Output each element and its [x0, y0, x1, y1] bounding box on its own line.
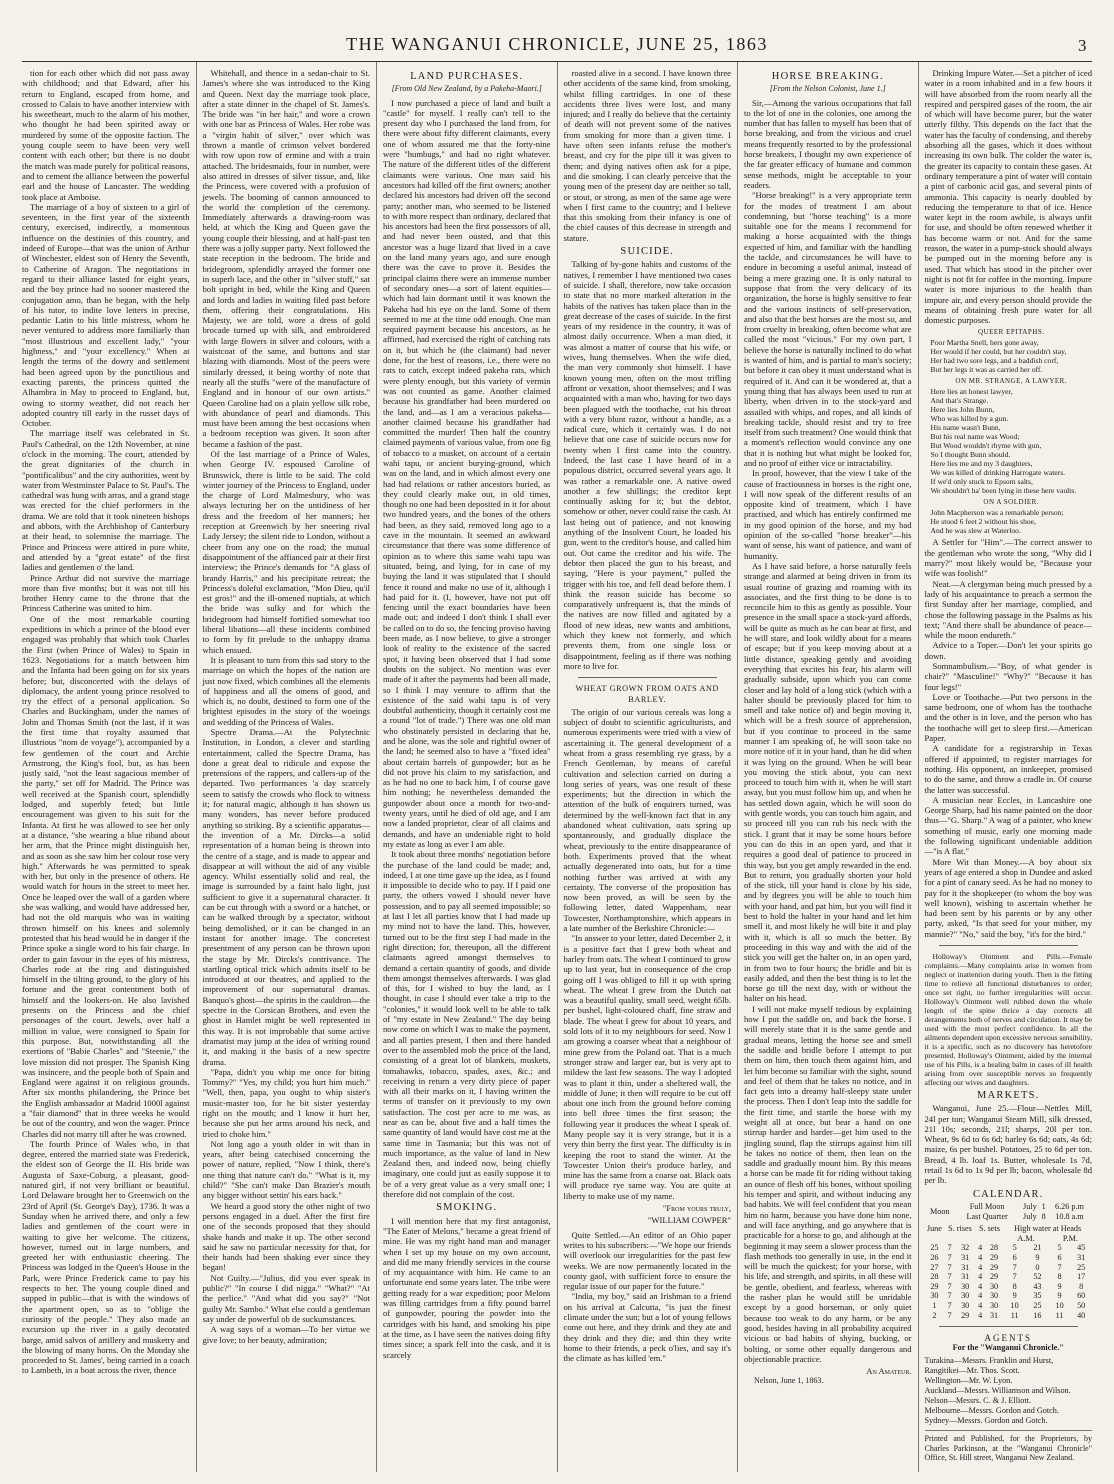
- article-paragraph: Spectre Drama.—At the Polytechnic Institution, in London, a clever and startling entertainment, called the Spectre Drama, has done a great deal to ridicule and expose the pretensions of the rappers, and callers-up of the departed. Two performances 'a day scarcely seem to satisfy the crowds who flock to witness it; for natural magic, although it has shown us many wonders, has never before produced anything so striking. By a scientific apparatus—the invention of a Mr. Dircks—a solid representation of a human being is thrown into the centre of a stage, and is made to appear and disappear at will without the aid of any visible agency. Whilst essentially solid and real, the image is surrounded by a faint halo light, just sufficient to give it a supernatural character. It can be cut through with a sword or a hatchet, or can be walked through by a spectator, without being demolished, or it can be changed in an instant for another image. The concretest presentment of any person can be thrown upon the stage by Mr. Dircks's contrivance. The startling optical trick which admits itself to be introduced at our theatres, and applied to the improvement of our supernatural dramas. Banquo's ghost—the spirits in the cauldron—the spectre in the Corsican Brothers, and even the ghost in Hamlet might be well represented in this way. It is not improbable that some active dramatist may jump at the idea of writing round it, and making it the basis of a new spectre drama.: [202, 727, 370, 1067]
- smoking-heading: SMOKING.: [436, 1202, 498, 1214]
- divider: [939, 1326, 1079, 1327]
- paragraph-item: "India, my boy," said an Irishman to a friend on his arrival at Calcutta, "is just the finest climate under the sun; but a lot of young fellows come out here, and they drink and they ate and they drink and they die; and thin they write home to their friends, a peck o'lies, and say it's the climate as has killed 'em.": [563, 1291, 731, 1364]
- tide-cell: 7: [947, 1252, 952, 1262]
- tide-cell: 27: [930, 1262, 939, 1272]
- column-2: [196, 62, 377, 1472]
- columns: [22, 62, 1092, 1472]
- tide-cell: 4: [978, 1300, 983, 1310]
- tide-cell: 7: [1057, 1262, 1062, 1272]
- divider: [939, 945, 1079, 946]
- tide-cell: 10: [1010, 1300, 1019, 1310]
- tide-cell: 40: [1077, 1310, 1086, 1320]
- agents-heading: AGENTS: [984, 1333, 1032, 1344]
- tide-cell: 4: [978, 1262, 983, 1272]
- tide-col-rises: S. rises: [948, 1224, 972, 1234]
- tide-cell: 11: [1010, 1310, 1019, 1320]
- paragraph-item: Love or Toothache.—Put two persons in the same bedroom, one of whom has the toothache and the other is in love, and the person who has the toothache will get to sleep first.—American Paper.: [924, 691, 1092, 744]
- tide-cell: 31: [961, 1252, 970, 1262]
- epitaph-line: If we'd only stuck to Epsom salts,: [930, 477, 1033, 487]
- moon-label: Moon: [929, 1206, 950, 1216]
- smoking-paragraph: roasted alive in a second. I have known three other accidents of the same kind, from smoking, whilst filling cartridges. In one of these accidents three lives were lost, and many injured; and I really do believe that the certainty of death will not prevent some of the natives from smoking for more than a given time. I have often seen infants refuse the mother's breast, and cry for the pipe till it was given to them; and dying natives often ask for a pipe, and die smoking. I can clearly perceive that the young men of the present day are neither so tall, or stout, or strong, as men of the same age were when I first came to the country; and I believe that this smoking from their infancy is one of the chief causes of this decrease in strength and stature.: [563, 68, 731, 243]
- agent-item: Melbourne—Messrs. Gordon and Gotch.: [924, 1406, 1059, 1416]
- tide-col-sets: S. sets: [978, 1224, 1000, 1234]
- tide-cell: 16: [1033, 1310, 1042, 1320]
- tide-cell: 7: [947, 1262, 952, 1272]
- agent-item: Auckland—Messrs. Williamson and Wilson.: [924, 1386, 1071, 1396]
- tide-cell: 31: [961, 1272, 970, 1282]
- tide-cell: 5: [1012, 1243, 1017, 1253]
- masthead-title: THE WANGANUI CHRONICLE, JUNE 25, 1863: [346, 34, 768, 54]
- last-quarter-day: 8: [1041, 1211, 1046, 1221]
- epitaph-line: But Wood wouldn't rhyme with gun,: [930, 441, 1042, 451]
- tide-cell: 0: [1035, 1262, 1040, 1272]
- moon-table: [925, 1202, 1093, 1221]
- tide-cell: 30: [989, 1291, 999, 1301]
- tide-row: [925, 1282, 1093, 1292]
- epitaph-line: But her legs it was as carried her off.: [930, 365, 1043, 375]
- tide-cell: 4: [978, 1252, 983, 1262]
- tide-cell: 60: [1077, 1291, 1086, 1301]
- article-paragraph: The marriage of a boy of sixteen to a girl of seventeen, in the first year of the sixteenth century, exercised, indirectly, a momentous influence on the destinies of this country, and indeed of Europe—that was the union of Arthur of Winchester, eldest son of Henry the Seventh, to Catherine of Aragon. The negotiations in regard to their alliance lasted for eight years, and the boy prince had no sooner mastered the conjugation amo, than he began, with the help of his tutor, to indite love letters in precise, pedantic Latin to his little mistress, whom he never ventured to address more familiarly than "most illustrious and excellent lady," "your highness," and "your excellency." When at length the terms of the dowry and settlement had been agreed upon by the punctilious and exacting parents, the princess quitted the Alhambra in May to proceed to England, but, owing to stormy weather, did not reach her adopted country till early in the russet days of October.: [22, 201, 190, 429]
- tide-cell: 6: [1012, 1252, 1017, 1262]
- epitaph-line: Her would if her could, but her couldn't stay,: [930, 347, 1067, 357]
- tide-cell: 9: [1057, 1291, 1062, 1301]
- tide-cell: 8: [1012, 1281, 1017, 1291]
- tide-cell: 7: [947, 1272, 952, 1282]
- tide-cell: 30: [961, 1291, 970, 1301]
- epitaphs-title: QUEER EPITAPHS.: [978, 328, 1045, 337]
- epitaph-line: Here lies an honest lawyer,: [930, 387, 1013, 397]
- article-paragraph: We heard a good story the other night of two persons engaged in a duel. After the first fire one of the seconds proposed that they should shake hands and make it up. The other second said he saw no particular necessity for that, for their hands had been shaking ever since they began!: [202, 1200, 370, 1273]
- epitaph-line: Her had two sore legs, and a baddish corf,: [930, 356, 1059, 366]
- horse-breaking-source: [From the Nelson Colonist, June 1.]: [769, 84, 886, 94]
- imprint: Printed and Published, for the Proprietors, by Charles Parkinson, at the "Wanganui Chronicle" Office, St. Hill street, Wanganui New Zealand.: [925, 1430, 1093, 1463]
- paragraph-item: Somnambulism.—"Boy, of what gender is chair?" "Masculine!" "Why?" "Because it has four legs!": [924, 660, 1092, 692]
- agent-item: Nelson—Messrs. C. & J. Elliott.: [924, 1396, 1031, 1406]
- tide-cell: 7: [1012, 1272, 1017, 1282]
- tide-cell: 32: [961, 1243, 970, 1253]
- tide-cell: 7: [947, 1291, 952, 1301]
- tide-cell: 28: [930, 1272, 939, 1282]
- tide-row: [925, 1263, 1093, 1273]
- tide-cell: 31: [1077, 1252, 1086, 1262]
- tide-cell: 1: [932, 1300, 937, 1310]
- markets-text: Wanganui, June 25.—Flour—Nettles Mill, 24l per ton; Wanganui Steam Mill, silk dressed, 21l 10s; seconds, 21l; sharps, 20l per ton. Wheat, 9s 6d to 6s 6d; barley 6s 6d; oats, 4s 6d; maize, 6s per bushel. Potatoes, 25 to 6d per ton. Bread, 4 lb. loaf 1s. Butter, wholesale 1s 7d, retail 1s 6d to 1s 9d per lb; bacon, wholesale 8d per lb.: [924, 1103, 1092, 1186]
- article-paragraph: Not Guilty.—"Julius, did you ever speak in public?" "In course I did nigga." "What?" "At the perlice." "And what did you say?" "Not guilty Mr. Sambo." What else could a gentleman say under de powerful ob de suckumstances.: [202, 1272, 370, 1324]
- tide-cell: 17: [1077, 1272, 1086, 1282]
- tide-cell: 31: [989, 1310, 999, 1320]
- article-paragraph: It is pleasant to turn from this sad story to the marriage on which the hopes of the nation are just now fixed, which combines all the elements of happiness and all the omens of good, and which is, no doubt, destined to form one of the brightest episodes in the story of the woeings and wedding of the Princess of Wales.: [202, 654, 370, 727]
- tide-cell: 7: [947, 1300, 952, 1310]
- paragraph-item: Advice to a Toper.—Don't let your spirits go down.: [924, 640, 1092, 661]
- tide-cell: 4: [978, 1272, 983, 1282]
- tide-row: [925, 1291, 1093, 1301]
- full-moon-day: 1: [1041, 1201, 1046, 1211]
- land-purchases-source: [From Old New Zealand, by a Pakeha-Maori.]: [391, 84, 542, 94]
- article-paragraph: Whitehall, and thence in a sedan-chair to St. James's where she was introduced to the King and Queen. Next day the marriage took place, after a state dinner in the chapel of St. James's. The bride was "in her hair," and wore a crown with one bar as Princess of Wales. Her robe was a "virgin habit of silver," over which was thrown a mantle of crimson velvet bordered with row upon row of ermine and with a train attached. The bridesmaids, four in number, were also attired in dresses of silver tissue, and, like the Princess, were covered with a profusion of jewels. The booming of cannon announced to the world the completion of the ceremony. Immediately afterwards a drawing-room was held, at which the King and Queen gave the young couple their blessing, and at half-past ten there was a jolly supper party. Next followed the state reception in the bedroom. The bride and bridegroom, splendidly arrayed the former one in superb lace, and the other in "silver stuff," sat bolt upright in bed, while the King and Queen and lords and ladies in waiting filed past before them, offering their congratulations. His Majesty, we are told, wore a dress of gold brocade turned up with silk, and embroidered with large flowers in silver and colours, with a waistcoat of the same, and buttons and star blazing with diamonds. Most of the peers were similarly dressed, it being worthy of note that nearly all the stuffs "were of the manufacture of England and in honour of our own artists." Queen Caroline had on a plain yellow silk robe, with abundance of pearl and diamonds. This must have been among the best occasions when a bedroom reception was given. It soon after became a fashion of the past.: [202, 68, 370, 449]
- tide-col-high-water: High water at Heads: [1014, 1224, 1082, 1234]
- article-paragraph: One of the most remarkable courting expeditions in which a prince of the blood ever engaged was probably that which took Charles the First (when Prince of Wales) to Spain in 1623. Negotiations for a match between him and the Infanta had been going on for six years before; but, disconcerted with the delays of diplomacy, the ardent young prince resolved to try the effect of a personal application. So Charles and Buckingham, under the names of John and Thomas Smith (not the last, if it was the first time that royalty assumed that illustrious "nom de voyage"), accompanied by a few gentlemen of the court and Archie Armstrong, the King's fool, but, as has been justly said, "not the least sagacious member of the party," set off for Madrid. The Prince was well received at the Spanish court, splendidly lodged, and superbly feted; but little encouragement was given to his suit for the Infanta. At first he was allowed to see her only at a distance, "she wearing a blue riband about her arm, that the Prince might distinguish her, and as soon as she saw him her colour rose very high." Afterwards he was permitted to speak with her, but only in the presence of others. He would watch for hours in the street to meet her. Once he leaped over the wall of a garden where she was walking, and would have addressed her, had not the old marquis who was in waiting thrown himself on his knees and solemnly protested that his head would be in danger if the Prince spoke a single word to his fair charge. In order to gain favour in the eyes of his mistress, Charles rode at the ring and distinguished himself in the tilting ground, to the glory of his fortune and the great contentment both of himself and the lookers-on. He also lavished presents on the Princess and the chief personages of the court. Jewels, over half a million in value, were consigned to Spain for this purpose. But, notwithstanding all the exertions of "Babie Charles" and "Steenie," the love mission did not prosper. The Spanish King was insincere, and the people both of Spain and England were against it on religious grounds. After six months philandering, the Prince bet the English ambassador at Madrid 1000l against a "fair diamond" that in three weeks he would be out of the country, and won the wager. Prince Charles did not marry till after he was crowned.: [22, 613, 190, 1139]
- tide-cell: 9: [1035, 1252, 1040, 1262]
- tide-cell: 25: [1077, 1262, 1086, 1272]
- masthead: [22, 0, 1092, 62]
- tide-cell: 11: [1055, 1310, 1064, 1320]
- paragraph-item: More Wit than Money.—A boy about six years of age entered a shop in Dundee and asked for a pint of canary seed. As he had no money to pay for it the shopkeeper (to whom the boy was well known), wishing to ascertain whether he had been sent by his parents or by any other party, asked, "Is that seed for your mither, my mannie?" "No," said the boy, "it's for the bird.": [924, 856, 1092, 939]
- column-1: [22, 62, 196, 1472]
- tide-cell: 26: [930, 1252, 939, 1262]
- tide-cell: 7: [947, 1310, 952, 1320]
- article-paragraph: The marriage itself was celebrated in St. Paul's Cathedral, on the 12th November, at nine o'clock in the morning. The court, attended by the great dignitaries of the church in "pontificalibus" and the city authorities, went by water from Westminster Palace to St. Paul's. The cathedral was hung with arras, and a grand stage was erected for the chief performers in the drama. We are told that it took nineteen bishops and abbots, with the Archbishop of Canterbury at their head, to solemnise the marriage. The Prince and Princess were attired in pure white, and attended by a "great estate" of the first ladies and gentlemen o' the land.: [22, 428, 190, 573]
- column-6: [918, 62, 1093, 1472]
- paragraph-item: A Settler for "Him".—The correct answer to the gentleman who wrote the song, "Why did I marry?" most likely would be, "Because your wife was foolish!": [924, 537, 1092, 579]
- tide-cell: 28: [989, 1243, 999, 1253]
- tide-cell: 7: [1012, 1262, 1017, 1272]
- last-quarter-time: 10.8 a.m: [1055, 1211, 1084, 1221]
- holloway-advert: Holloway's Ointment and Pills.—Female complaints.—Many complaints arise in women from neglect or inattention during youth. Then is the fitting time to relieve all functional disturbances to order; once set right, no further irregularities will occur. Holloway's Ointment well rubbed down the whole length of the spine thrice a day corrects all derangements both of nerves and circulation. It may be used with the most perfect confidence. In all the ailments dependent upon excessive nervous sensibility, it is a specific, such as no discovery has heretofore presented. Holloway's Ointment, aided by the internal use of his Pills, is a healing balm in cases of ill health arising from over susceptible nerves so frequently affecting our wives and daughters.: [924, 952, 1092, 1087]
- page-mark: 3: [1078, 36, 1088, 55]
- tide-cell: 29: [989, 1262, 999, 1272]
- tide-cell: 4: [978, 1281, 983, 1291]
- epitaph-line: He stood 6 feet 2 without his shoe,: [930, 517, 1036, 527]
- agent-item: Rangitikei—Mr. Thos. Scott.: [924, 1366, 1020, 1376]
- tide-row: [925, 1301, 1093, 1311]
- agents-box: [925, 1333, 1093, 1426]
- wheat-heading: WHEAT GROWN FROM OATS AND BARLEY.: [575, 684, 720, 704]
- tide-cell: 21: [1033, 1243, 1042, 1253]
- calendar-heading: CALENDAR.: [972, 1188, 1044, 1200]
- tide-cell: 29: [961, 1310, 970, 1320]
- article-paragraph: Not long ago a youth older in wit than in years, after being catechised concerning the power of nature, replied, "Now I think, there's one thing that nature can't do." "What is it, my child?" "She can't make Dan Brazier's mouth any bigger without settin' his ears back.": [202, 1138, 370, 1201]
- tide-cell: 5: [1057, 1243, 1062, 1253]
- tide-cell: 10: [1055, 1300, 1064, 1310]
- paragraph-item: A candidate for a registrarship in Texas offered if appointed, to register marriages for nothing. His opponent, an innkeeper, promised to do the same, and throw a cradle in. Of course the latter was successful.: [924, 743, 1092, 795]
- agent-item: Turakina—Messrs. Franklin and Hurst,: [924, 1356, 1054, 1366]
- epitaph-line: Here lies me and my 3 daughters,: [930, 459, 1033, 469]
- agent-item: Wellington—Mr. W. Lyon.: [924, 1376, 1013, 1386]
- tide-cell: 8: [1079, 1281, 1084, 1291]
- tide-cell: 7: [947, 1281, 952, 1291]
- tide-cell: 45: [1077, 1243, 1086, 1253]
- tide-cell: 9: [1012, 1291, 1017, 1301]
- tide-cell: 8: [1057, 1272, 1062, 1282]
- land-purchases-paragraph: It took about three months' negotiation before the purchase of the land could be made; and, indeed, I at one time gave up the idea, as I found it impossible to decide who to pay. If I paid one party, the others vowed I should never have possession, and to pay all seemed impossible; so at last I let all parties know that I had made up my mind not to have the land. This, however, turned out to be the first step I had made in the right direction; for, thereupon, all the different claimants agreed amongst themselves to demand a certain quantity of goods, and divide them amongst themselves afterwards. I was glad of this, for I wished to buy the land, as I thought, in case I should ever take a trip to the "colonies," it would look well to be able to talk of "my estate in New Zealand." The day being now come on which I was to make the payment, and all parties present, I then and there handed over to the assembled mob the price of the land, consisting of a great lot of blankets, muskets, tomahawks, tobacco, spades, axes, &c.; and receiving in return a very dirty piece of paper with all their marks on it, I having written the terms of transfer on it previously to my own satisfaction. The cost per acre to me was, as near as can be, about five and a half times the same quantity of land would have cost me at the same time in Tasmania; but this was not of much importance, as the value of land in New Zealand then, and indeed now, being chiefly imaginary, one could just as easily suppose it to be of a very great value as a very small one; I therefore did not complain of the cost.: [383, 849, 551, 1200]
- tide-cell: 30: [961, 1281, 970, 1291]
- horse-breaking-paragraph: "Horse breaking!" is a very appropriate term for the modes of treatment I am about condemning, but "horse teaching" is a more suitable one for the means I recommend for making a horse acquainted with the things expected of him, and familiar with the handling the tackle, and circumstances he will have to endure in becoming a useful animal, instead of being a mere grazing one. It is only natural to suppose that from the very delicacy of its organization, the horse is highly sensitive to fear and the various instincts of self-preservation, and also that the best horses are the most so, and from cruelty in breaking, often become what are called the most "vicious." For my own part, I believe the horse is naturally inclined to do what is wanted of him, and is partial to man's society; but before it can obey it must understand what is required of it. And can it be wondered at, that a young thing that has always been used to run at liberty, when driven in to the stock-yard and assailed with whips, and ropes, and all kinds of breaking tackle, should resist and try to free itself from such treatment? One would think that a moment's reflection would convince any one that it is nothing but what might be looked for, and no proof of either vice or intractability.: [744, 190, 912, 468]
- article-paragraph: "Papa, didn't you whip me once for biting Tommy?" "Yes, my child; you hurt him much." "Well, then, papa, you ought to whip sister's music-master too, for he bit sister yesterday right on the mouth; and I know it hurt her, because she put her arms around his neck, and tried to choke him.": [202, 1066, 370, 1139]
- epitaph-line: We shouldn't ha' been lying in these here vaults.: [930, 486, 1077, 496]
- horse-breaking-paragraph: I will not make myself tedious by explaining how I put the saddle on, and back the horse. I will merely state that it is the same gentle and gradual means, letting the horse see and smell the saddle and bridle before I attempt to put them on him, then touch them against him, and let him become so familiar with the sight, sound and feel of them that he takes no notice, and in fact gets into a dreamy half-sleepy state under the process. Then I don't leap into the saddle for the first time, and startle the horse with my weight all at once, but bear a hand on one stirrup harder and harder—get him used to the jingling sound, flap the stirrups against him till he takes no notice of them, then lean on the saddle and gradually mount him. By this means a horse can be made fit for riding without taking an ounce of flesh off his bones, without spoiling his temper and spirit, and without inducing any bad habits. We will feel confident that you mean him no harm, because you have done him none, and will face anything, and go anywhere that is practicable for a horse to go, and although at the beginning it may seem a slower process than the flash methods too generally in use, in the end it will be much the quickest; for your horse, with his life, and strength, and spirits, in all these will be gentle, obedient, and fearless, whereas with the rasher plan he would still be unridable except by a good horseman, or only quiet because too weak to do any harm, or be any good, besides having in all probability acquired vicious or bad habits of shying, bucking, or bolting, or some other equally dangerous and objectionable practice.: [744, 1003, 912, 1364]
- tide-cell: 4: [978, 1291, 983, 1301]
- epitaph-line: So I thought Bunn should.: [930, 450, 1011, 460]
- horse-breaking-signoff: An Amateur.: [866, 1366, 912, 1377]
- tide-cell: 6: [1057, 1252, 1062, 1262]
- epitaph-title: ON MR. STRANGE, A LAWYER.: [955, 377, 1068, 386]
- paragraph-item: Quite Settled.—An editor of an Ohio paper writes to his subscribers:—"We hope our friends will overlook our irregularities for the past few weeks. We are now permanently located in the county gaol, with sufficient force to ensure the regular issue of our paper for the future.": [563, 1229, 731, 1292]
- tide-col-pm: P.M.: [1062, 1233, 1078, 1243]
- horse-breaking-dateline: Nelson, June 1, 1863.: [754, 1376, 824, 1386]
- last-quarter-label: Last Quarter: [966, 1211, 1008, 1221]
- tide-col-june: June: [926, 1224, 942, 1234]
- epitaph-line: His name wasn't Bunn,: [930, 423, 1001, 433]
- letter-close: "From yours truly,: [662, 1203, 731, 1214]
- epitaph-line: Who was killed by a gun.: [930, 414, 1009, 424]
- epitaph-line: But his real name was Wood;: [930, 432, 1020, 442]
- horse-breaking-paragraph: Sir,—Among the various occupations that fall to the lot of one in the colonies, one among the number that has fallen to myself has been that of horse breaking, and from the vicious and cruel means frequently resorted to by the professional horse breakers, I thought my own experience of the far greater efficacy of humane and common sense methods, might be acceptable to your readers.: [744, 97, 912, 190]
- tide-cell: 29: [930, 1281, 939, 1291]
- horse-breaking-paragraph: As I have said before, a horse naturally feels strange and alarmed at being driven in from its usual routine of grazing and roaming with its associates, and the first thing to be done is to reconcile him to this as gently as possible. Your presence in the small space a stock-yard affords, will be quite as much as he can bear at first, and he will stare, and look wildly about for a means of escape; but if you keep moving about at a little distance, speaking gently and avoiding everything that excites his fear, his alarm will gradually subside, upon which you can come closer and lay hold of a long stick (which with a halter should be previously placed for him to smell and take notice of) and begin moving it, which will be a fresh source of apprehension, but if you continue to proceed in the same manner I am speaking of, he will soon take no more notice of it in your hand, than he did when it was lying on the ground. When he will bear you moving the stick about, you can next proceed to touch him with it, when he will start away, but you must follow him up, and when he has settled down again, which he will soon do with gentle words, you can touch him again, and so proceed till you can rub his neck with the stick. I grant that it may be some hours before you can do this in an open yard, and that it requires a good deal of patience to proceed in this way, but you get amply rewarded in the end. But to return, you gradually shorten your hold of the stick, till your hand is close by his side, and by degrees you will be able to touch him with your hand, and pat him, but you will find it best to hold the halter in your hand and let him smell it, and most likely he will bite it and play with it, which is all so much the better. By proceeding in this way and with the aid of the stick you will get the halter on, in an open yard, in from two to four hours; the bridle and bit is easily added, and then the best thing is to let the horse go till the next day, with or without the halter on his head.: [744, 560, 912, 1004]
- land-purchases-heading: LAND PURCHASES.: [410, 71, 524, 82]
- tide-cell: 31: [961, 1262, 970, 1272]
- epitaph-line: We was killed of drinking Harrogate waters.: [930, 468, 1066, 478]
- tide-row: [925, 1272, 1093, 1282]
- tide-cell: 29: [989, 1272, 999, 1282]
- tide-cell: 2: [932, 1310, 937, 1320]
- land-purchases-paragraph: I now purchased a piece of land and built a "castle" for myself. I really can't tell to the present day who I purchased the land from, for there were about fifty different claimants, every one of whom assured me that the forty-nine were "humbugs," and had no right whatever. The nature of the different titles of the different claimants were various. One man said his ancestors had killed off the first owners; another declared his ancestors had driven off the second party; another man, who seemed to be listened to with more respect than ordinary, declared that his ancestors had been the first possessors of all, and had never been ousted, and that this ancestor was a huge lizard that lived in a cave on the land many years ago, and sure enough there was the cave to prove it. Besides the principal claims there were an immense number of secondary ones—a sort of latent equities—which had lain dormant until it was known the Pakeha had his eye on the land. Some of them seemed to me at the time odd enough. One man required payment because his ancestors, as he affirmed, had exercised the right of catching rats on it, but which he (the claimant) had never done, for the best of reasons, i.e., there were no rats to catch, except indeed pakeha rats, which were plenty enough, but this variety of vermin was not counted as game. Another claimed because his grandfather had been murdered on the land, and—as I am a veracious pakeha—another claimed because his grandfather had committed the murder! Then half the country claimed payments of various value, from one fig of tobacco to a musket, on account of a certain wahi tapu, or ancient burying-ground, which was on the land, and in which almost every one had had relations or rather ancestors buried, as they could clearly make out, in old times, though no one had been deposited in it for about two hundred years, and the bones of the others had been, as they said, removed long ago to a cave in the mountain. It seemed an awkward circumstance that there was some difference of opinion as to where this same wahi tapu was situated, being, and lying, for in case of my buying the land it was stipulated that I should fence it round and make no use of it, although I had paid for it. (I, however, have not put off fencing until the exact boundaries have been made out; and indeed I don't think I shall ever be called on to do so, the fencing proviso having been made, as I now believe, to give a stronger look of reality to the existence of the sacred spot, it having been observed that I had some doubts on the subject. No mention was ever made of it after the payments had been all made, so I think I may venture to affirm that the existence of the said wahi tapu is of very doubtful authenticity, though it certainly cost me a round "lot of trade.") There was one old man who obstinately persisted in declaring that he, and he alone, was the sole and rightful owner of the land; he seemed also to have a "fixed idea" about certain barrels of gunpowder; but as he did not prove his claim to my satisfaction, and as he had no one to back him, I of course gave him nothing; he nevertheless demanded the gunpowder about once a month for two-and-twenty years, until he died of old age, and I am now a landed proprietor, clear of all claims and demands, and have an undeniable right to hold my estate as long as ever I am able.: [383, 97, 551, 849]
- tide-cell: 4: [978, 1310, 983, 1320]
- tide-cell: 25: [930, 1243, 939, 1253]
- article-paragraph: tion for each other which did not pass away with childhood; and that Edward, after his return to England, escaped from home, and crossed to Calais to have another interview with his sweetheart, much to the alarm of his mother, who thought he had been spirited away or murdered by some of the opposite faction. The young couple seem to have been very well content with each other; but there is no doubt the match was made purely for political reasons, and to cement the alliance between the powerful earl and the house of Lancaster. The wedding took place at Amboise.: [22, 68, 190, 202]
- tide-cell: 30: [989, 1281, 999, 1291]
- tide-cell: 50: [1077, 1300, 1086, 1310]
- tide-cell: 43: [1033, 1281, 1042, 1291]
- tide-cell: 30: [930, 1291, 939, 1301]
- full-moon-month: July: [1023, 1201, 1037, 1211]
- full-moon-label: Full Moon: [969, 1201, 1005, 1211]
- full-moon-time: 6.26 p.m: [1055, 1201, 1084, 1211]
- last-quarter-month: July: [1023, 1211, 1037, 1221]
- article-paragraph: Prince Arthur did not survive the marriage more than five months; but it was not till his brother Henry came to the throne that the Princess Catherine was united to him.: [22, 572, 190, 614]
- article-paragraph: Of the last marriage of a Prince of Wales, when George IV. espoused Caroline of Brunswick, there is little to be said. The cold winter journey of the Princess to England, under the charge of Lord Malmesbury, who was always lecturing her on the untidiness of her dress and the freedom of her manners; her reception at Greenwich by her sneering rival Lady Jersey; the silent ride to London, without a cheer from any one on the road; the mutual disappointment of the affianced pair at their first interview; the Prince's demands for "A glass of brandy Harris," and his precipitate retreat; the Princess's doleful exclamation, "Mon Dieu, qu'il est gros!" and the ill-omened nuptials, at which the bride was sulky and for which the bridegroom had himself fortified somewhat too liberal libations—all these incidents combined to form by fit prelude to the unhappy drama which ensued.: [202, 448, 370, 655]
- tide-table: [925, 1224, 1093, 1320]
- article-paragraph: The fourth Prince of Wales who, in that degree, entered the married state was Frederick, the eldest son of George the II. His bride was Augusta of Saxe-Coburg, a pleasant, good-natured girl, if not very brilliant or beautiful. Lord Delaware brought her to Greenwich on the 23rd of April (St. George's Day), 1736. It was a Sunday when he arrived there, and only a few ladies and gentlemen of the court were in waiting to give her welcome. The citizens, however, turned out in large numbers, and greeted her with enthusiastic cheering. The Princess was lodged in the Queen's House in the Park, were Prince Frederick came to pay his respects to her. The young couple dined and supped in public—that is with the windows of the apartment open, so as to "oblige the curiosity of the people." They also made an excursion up the river in a gaily decorated barge, amid salvos of artillery and musketry and the blowing of many horns. On the Monday she proceeded to St. James', being carried in a coach to Lambeth, in a boat across the river, thence: [22, 1138, 190, 1376]
- epitaph-line: And he was slew at Waterloo.: [930, 526, 1021, 536]
- column-3: [376, 62, 557, 1472]
- epitaph-line: Here lies John Bunn,: [930, 405, 995, 415]
- tide-row: [925, 1253, 1093, 1263]
- tide-cell: 35: [1033, 1291, 1042, 1301]
- suicide-heading: SUICIDE.: [620, 246, 675, 258]
- horse-breaking-heading: HORSE BREAKING.: [771, 71, 884, 82]
- tide-col-am: A.M.: [1017, 1233, 1035, 1243]
- agent-item: Sydney—Messrs. Gordon and Gotch.: [924, 1416, 1048, 1426]
- column-5: [737, 62, 918, 1472]
- agents-subheading: For the "Wanganui Chronicle.": [952, 1343, 1064, 1353]
- tide-cell: 29: [989, 1252, 999, 1262]
- epitaph-line: Poor Martha Snell, hers gone away,: [930, 338, 1039, 348]
- article-paragraph: A wag says of a woman—To her virtue we give love; to her beauty, admiration;: [202, 1324, 370, 1345]
- epitaphs: [931, 328, 1093, 535]
- suicide-paragraph: Talking of by-gone habits and customs of the natives, I remember I have mentioned two cases of suicide. I shall, therefore, now take occasion to state that no more marked alteration in the habits of the natives has taken place than in the great decrease of the cases of suicide. In the first years of my residence in the country, it was of almost daily occurrence. When a man died, it was almost a matter of course that his wife, or wives, hung themselves. When the wife died, the man very commonly shot himself. I have known young men, often on the most trifling affront or vexation, shoot themselves; and I was acquainted with a man who, having for two days been plagued with the toothache, cut his throat with a very blunt razor, without a handle, as a radical cure, which it certainly was. I do not believe that one case of suicide occurs now for twenty when I first came into the country. Indeed, the last case I have heard of in a populous district, occurred several years ago. It was rather a remarkable one. A native owed another a few shillings; the creditor kept continually asking for it; but the debtor, somehow or other, never could raise the cash. At last being out of patience, and not knowing anything of the Insolvent Court, he loaded his gun, went to the creditor's house, and called him out. Out came the creditor and his wife. The debtor then placed the gun to his breast, and saying, "Here is your payment," pulled the trigger with his toe, and fell dead before them. I think the reason suicide has become so comparatively unfrequent is, that the minds of the natives are now filled and agitated by a flood of new ideas, new wants and ambitions, which they knew not formerly, and which prevents them, from one single loss or disappointment, feeling as if there was nothing more to live for.: [563, 259, 731, 671]
- epitaph-title: ON A SOLDIER.: [983, 498, 1040, 507]
- paragraph-item: A musician near Eccles, in Lancashire one George Sharp, had his name painted on the door thus—"G. Sharp." A wag of a painter, who knew something of music, early one morning made the following significant undeniable addition—"is A flat.": [924, 794, 1092, 857]
- divider: [578, 677, 718, 678]
- tide-row: [925, 1311, 1093, 1321]
- epitaph-line: And that's Strange.: [930, 396, 989, 406]
- tide-cell: 7: [947, 1243, 952, 1253]
- paragraph-item: Neat.—A clergyman being much pressed by a lady of his acquaintance to preach a sermon the first Sunday after her marriage, complied, and chose the following passage in the Psalms as his text; "And there shall be abundance of peace—while the moon endureth.": [924, 578, 1092, 641]
- smoking-paragraph: I will mention here that my first antagonist, "The Eater of Melons," became a great friend of mine. He was my right hand man and manager when I set up my house on my own account, and did me many friendly services in the course of my acquaintance with him. He came to an unfortunate end some years later. The tribe were getting ready for a war expedition; poor Melons was filling cartridges from a fifty pound barrel of gunpowder, pouring the powder into the cartridges with his hand, and smoking his pipe at the time, as I have seen the natives doing fifty times since; a spark fell into the cask, and it is scarcely: [383, 1215, 551, 1360]
- epitaph-line: John Macpherson was a remarkable person;: [930, 508, 1064, 518]
- column-4: [557, 62, 738, 1472]
- tide-cell: 30: [961, 1300, 970, 1310]
- tide-cell: 9: [1057, 1281, 1062, 1291]
- tide-row: [925, 1243, 1093, 1253]
- tide-cell: 25: [1033, 1300, 1042, 1310]
- wheat-paragraph: "In answer to your letter, dated December 2, it is a positive fact that I grew both wheat and barley from oats. The wheat I continued to grow up to last year, but in consequence of the crop going off I was obliged to fill it up with spring wheat. The wheat I grew from the Dutch oat was a beautiful quality, small seed, weight 65lb. per bushel, light-coloured chaff, fine straw and blade. The wheat I grew for about 10 years, and sold lots of it to my neighbours for seed. Now I am growing a coarser wheat that a neighbour of mine grew from the Poland oat. That is a much stronger straw and larger ear, but is very apt to mildew the last few seasons. The way I adopted was to plant it thin, under a sheltered wall, the middle of June; it then will require to be cut off about one inch from the ground before coming into bell three times the first season; the following year it produces the wheat I speak of. Many people say it is very strange, but it is a very thin berry the first year. The difficulty is in keeping the root to stand the winter. At the Towcester Union their's produce barley, and mine has the same from a coarse oat. Black oats will produce rye same way. You are quite at liberty to make use of my name.: [563, 933, 731, 1201]
- tide-cell: 52: [1033, 1272, 1042, 1282]
- letter-signature: "WILLIAM COWPER": [647, 1215, 731, 1226]
- tide-cell: 4: [978, 1243, 983, 1253]
- horse-breaking-paragraph: In proof, however, that the view I take of the cause of fractiousness in horses is the right one, I will now speak of the different results of an opposite kind of treatment, which I have practised, and which has entirely confirmed me in my good opinion of the horse, and my bad opinion of the so-called "horse breaker"—his want of sense, his want of patience, and want of humanity.: [744, 468, 912, 561]
- paragraph-item: Drinking Impure Water.—Set a pitcher of iced water in a room inhabited and in a few hours it will have absorbed from the room nearly all the respired and perspired gases of the room, the air of which will have become purer, but the water utterly filthy. This depends on the fact that the water has the faculty of condensing, and thereby absorbing all the gases, which it does without increasing its own bulk. The colder the water is, the greater its capacity to contain these gases. At ordinary temperature a pint of water will contain a pint of carbonic acid gas, and several pints of ammonia. This capacity is nearly doubled by reducing the temperature to that of ice. Hence water kept in the room awhile, is always unfit for use, and should be often renewed whether it has become warm or not. And for the same reason, the water in a pump-stock should always be pumped out in the morning before any is used. That which has stood in the pitcher over night is not fit for coffee in the morning. Impure water is more injurious to the health than impure air, and every person should provide the means of obtaining fresh pure water for all domestic purposes.: [924, 68, 1092, 326]
- tide-cell: 30: [989, 1300, 999, 1310]
- markets-heading: MARKETS.: [977, 1090, 1040, 1101]
- wheat-paragraph: The origin of our various cereals was long a subject of doubt to scientific agriculturists, and numerous experiments were tried with a view of ascertaining it. The general development of a wheat from a grass resembling rye grass, by a French Gentleman, by means of careful cultivation and selection carried on during a long series of years, was one result of these experiments; but the direction in which the attention of the bulk of enquirers turned, was determined by the well-known fact that in any abandoned wheat cultivation, oats spring up spontaneously, and gradually displace the wheat, previously to the entire disappearance of both. Experiments proved that the wheat actually degenerated into oats, but for a time nothing further was arrived at with any certainty. The converse of the proposition has now been proved, as will be seen by the following letter, dated Wappenham, near Towcester, Northamptonshire, which appears in a late number of the Berkshire Chronicle:—: [563, 706, 731, 934]
